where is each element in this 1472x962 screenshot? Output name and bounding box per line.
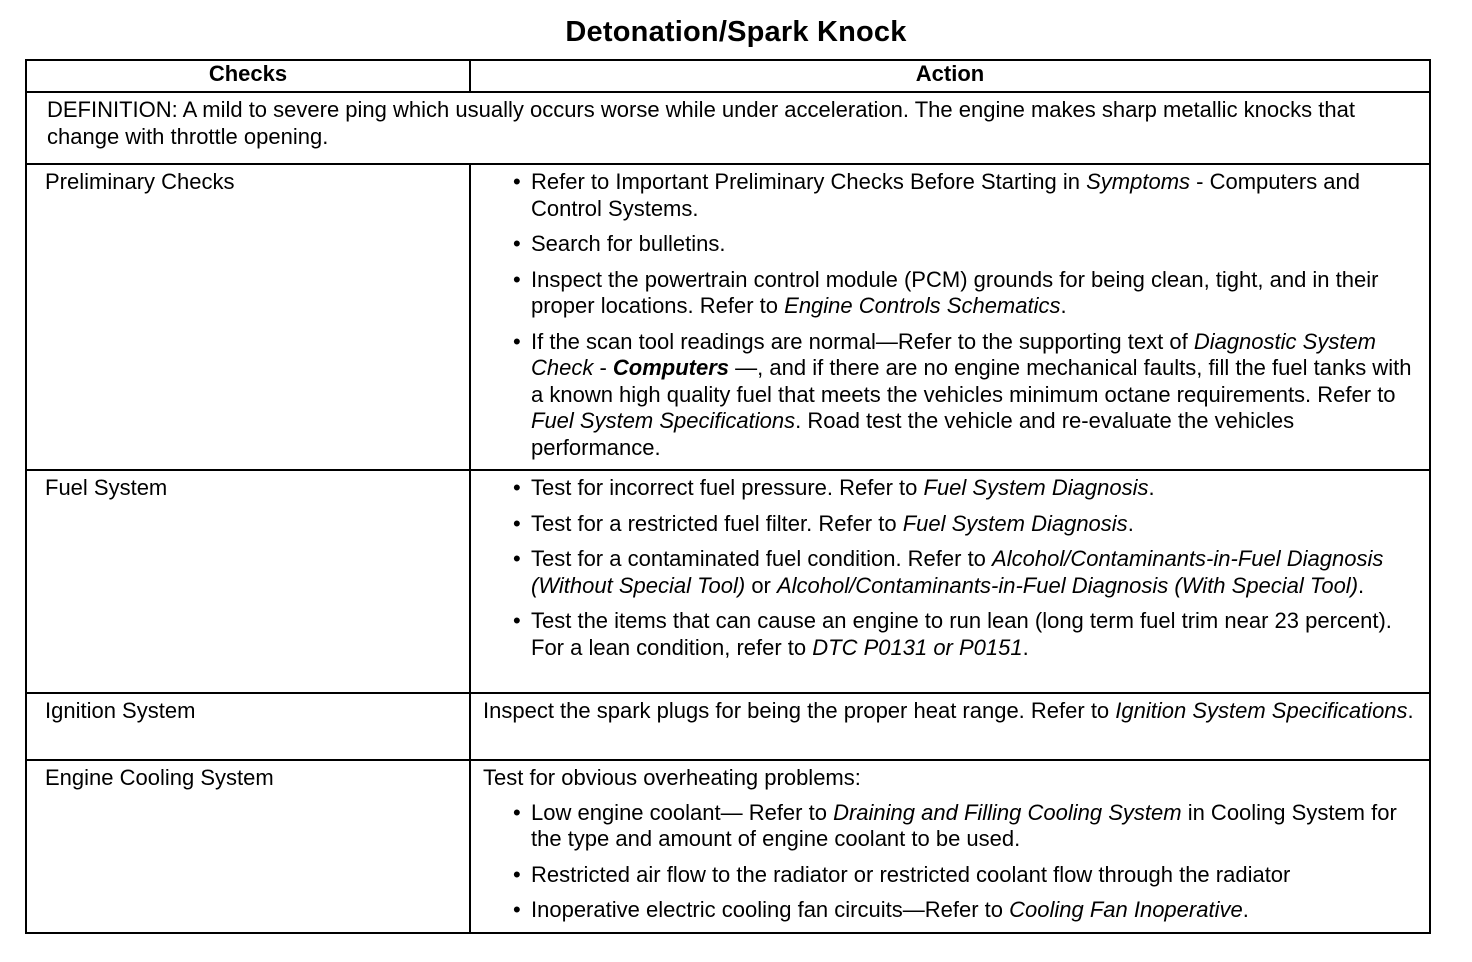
- check-label: Ignition System: [26, 693, 470, 760]
- list-item: • Test for a contaminated fuel condition. Refer to Alcohol/Contaminants-in-Fuel Diagnosis (Without Special Tool) or Alcohol/Contaminants-in-Fuel Diagnosis (With Special Tool).: [483, 546, 1419, 599]
- check-label: Preliminary Checks: [26, 164, 470, 470]
- checks-column-header: Checks: [26, 60, 470, 92]
- page-title: Detonation/Spark Knock: [565, 16, 907, 48]
- table-row: [26, 760, 1430, 933]
- check-label: Fuel System: [26, 470, 470, 693]
- action-list: [483, 475, 1419, 661]
- list-item: • Low engine coolant— Refer to Draining and Filling Cooling System in Cooling System for the type and amount of engine coolant to be used.: [483, 800, 1419, 853]
- definition-text: DEFINITION: A mild to severe ping which usually occurs worse while under acceleration. The engine makes sharp metallic knocks that change with throttle opening.: [26, 92, 1430, 164]
- list-item: • Test the items that can cause an engine to run lean (long term fuel trim near 23 percent). For a lean condition, refer to DTC P0131 or P0151.: [483, 608, 1419, 661]
- table-row: [26, 693, 1430, 760]
- list-item: • Test for incorrect fuel pressure. Refer to Fuel System Diagnosis.: [483, 475, 1419, 502]
- action-cell: [470, 470, 1430, 693]
- list-item: • If the scan tool readings are normal—Refer to the supporting text of Diagnostic System Check - Computers —, and if there are no engine mechanical faults, fill the fuel tanks with a known high quality fuel that meets the vehicles minimum octane requirements. Refer to Fuel System Specifications. Road test the vehicle and re-evaluate the vehicles performance.: [483, 329, 1419, 462]
- action-list: [483, 800, 1419, 924]
- action-column-header: Action: [470, 60, 1430, 92]
- list-item: • Inoperative electric cooling fan circuits—Refer to Cooling Fan Inoperative.: [483, 897, 1419, 924]
- action-list: [483, 169, 1419, 461]
- check-label: Engine Cooling System: [26, 760, 470, 933]
- diagnostic-table: [25, 59, 1431, 934]
- table-row: [26, 164, 1430, 470]
- action-cell: [470, 164, 1430, 470]
- list-item: • Test for a restricted fuel filter. Refer to Fuel System Diagnosis.: [483, 511, 1419, 538]
- definition-row: [26, 92, 1430, 164]
- table-row: [26, 470, 1430, 693]
- action-cell: [470, 760, 1430, 933]
- list-item: • Search for bulletins.: [483, 231, 1419, 258]
- list-item: • Inspect the powertrain control module (PCM) grounds for being clean, tight, and in their proper locations. Refer to Engine Controls Schematics.: [483, 267, 1419, 320]
- table-header-row: [26, 60, 1430, 92]
- action-intro: Test for obvious overheating problems:: [483, 765, 861, 790]
- list-item: • Restricted air flow to the radiator or restricted coolant flow through the radiator: [483, 862, 1419, 889]
- list-item: • Refer to Important Preliminary Checks Before Starting in Symptoms - Computers and Control Systems.: [483, 169, 1419, 222]
- action-cell: Inspect the spark plugs for being the proper heat range. Refer to Ignition System Specifications.: [470, 693, 1430, 760]
